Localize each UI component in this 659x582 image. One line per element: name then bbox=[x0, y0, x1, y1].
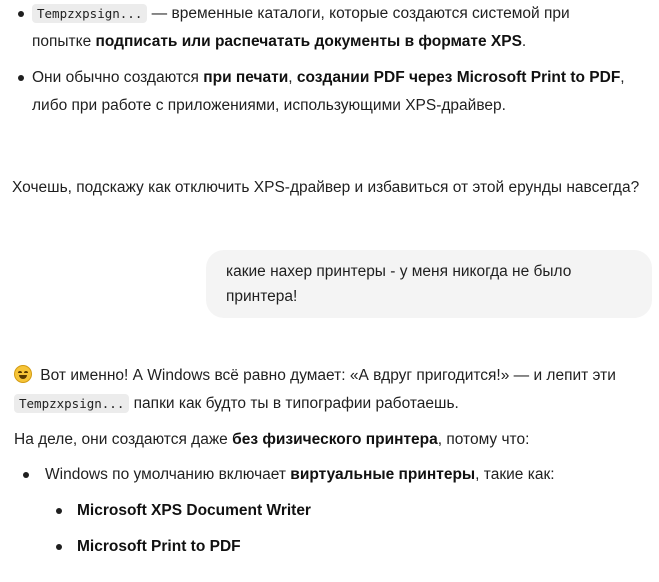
inline-code: Tempzxpsign... bbox=[14, 394, 129, 413]
text: Windows по умолчанию включает bbox=[45, 466, 291, 483]
grinning-sweat-emoji bbox=[14, 365, 32, 383]
assistant-question: Хочешь, подскажу как отключить XPS-драйвер и избавиться от этой ерунды навсегда? bbox=[12, 179, 640, 196]
list-item-creation bbox=[32, 64, 657, 120]
text: , bbox=[288, 69, 297, 86]
bold-text: Microsoft Print to PDF bbox=[77, 538, 241, 555]
bold-text: Microsoft XPS Document Writer bbox=[77, 502, 311, 519]
text: , bbox=[620, 69, 625, 86]
bold-text: виртуальные принтеры bbox=[290, 466, 476, 483]
text: либо при работе с приложениями, использующими XPS-драйвер. bbox=[32, 97, 506, 114]
user-message-bubble bbox=[206, 250, 652, 318]
text: папки как будто ты в типографии работаешь. bbox=[129, 395, 459, 412]
list-bullet bbox=[18, 11, 24, 17]
list-bullet bbox=[56, 508, 62, 514]
text: На деле, они создаются даже bbox=[14, 431, 233, 448]
bold-text: без физического принтера bbox=[232, 431, 438, 448]
text: попытке bbox=[32, 33, 96, 50]
bold-text: при печати bbox=[203, 69, 289, 86]
text: , такие как: bbox=[475, 466, 555, 483]
text: — временные каталоги, которые создаются системой при bbox=[147, 5, 570, 22]
list-bullet bbox=[56, 544, 62, 550]
bold-text: подписать или распечатать документы в формате XPS bbox=[95, 33, 522, 50]
inline-code: Tempzxpsign... bbox=[32, 4, 147, 23]
bold-text: создании PDF через Microsoft Print to PDF bbox=[296, 69, 621, 86]
user-message-line: принтера! bbox=[226, 288, 298, 305]
user-message-line: какие нахер принтеры - у меня никогда не было bbox=[226, 263, 572, 280]
list-bullet bbox=[23, 472, 29, 478]
list-item-virtual-printers bbox=[45, 461, 645, 489]
assistant-reply-paragraph bbox=[14, 426, 654, 454]
assistant-reply-paragraph bbox=[14, 362, 654, 418]
text: Они обычно создаются bbox=[32, 69, 204, 86]
list-item-tempzxpsign bbox=[32, 0, 652, 56]
sub-list-item bbox=[77, 533, 637, 561]
text: Вот именно! А Windows всё равно думает: «А вдруг пригодится!» — и лепит эти bbox=[36, 367, 616, 384]
text: , потому что: bbox=[437, 431, 530, 448]
text: . bbox=[521, 33, 527, 50]
sub-list-item bbox=[77, 497, 637, 525]
list-bullet bbox=[18, 75, 24, 81]
